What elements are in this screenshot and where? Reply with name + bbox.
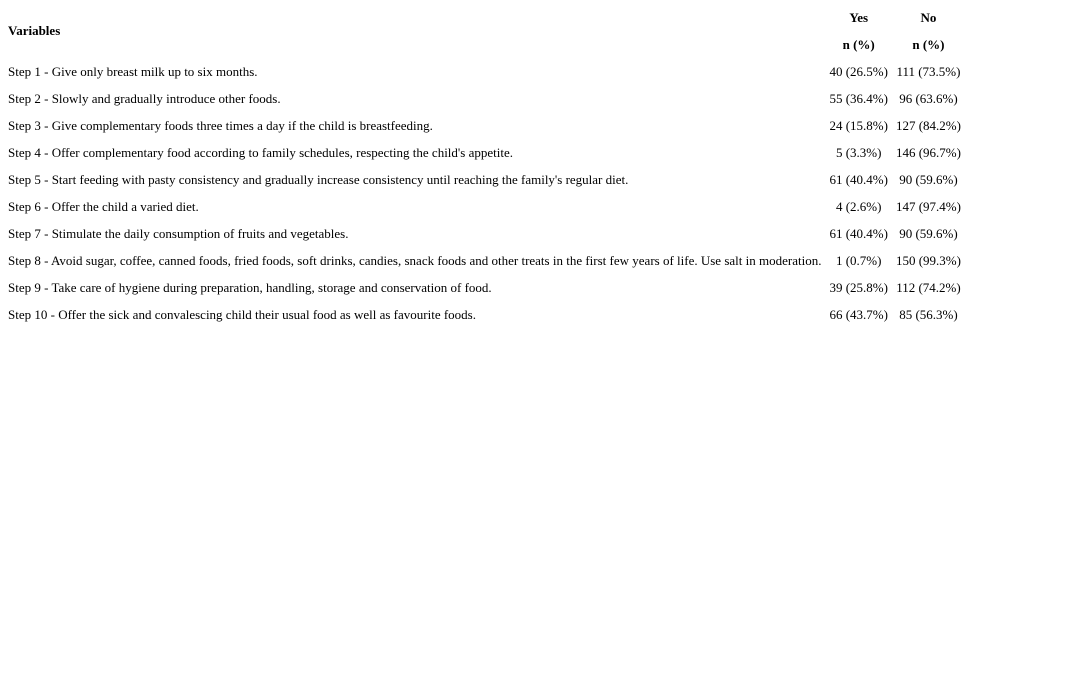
step-label: Step 2 - Slowly and gradually introduce other foods.: [8, 90, 281, 106]
no-value: 96 (63.6%): [899, 90, 958, 106]
yes-value: 24 (15.8%): [829, 117, 888, 133]
yes-value: 39 (25.8%): [829, 279, 888, 295]
no-value: 146 (96.7%): [895, 144, 961, 160]
table-row: [4, 247, 965, 274]
step-label: Step 9 - Take care of hygiene during preparation, handling, storage and conservation of food.: [8, 279, 492, 295]
no-value: 147 (97.4%): [895, 198, 961, 214]
yes-value: 61 (40.4%): [829, 225, 888, 241]
no-column-header: No: [920, 9, 937, 25]
yes-value: 40 (26.5%): [829, 63, 888, 79]
no-value: 127 (84.2%): [895, 117, 961, 133]
yes-value: 1 (0.7%): [835, 252, 882, 268]
table-row: [4, 274, 965, 301]
step-label: Step 3 - Give complementary foods three times a day if the child is breastfeeding.: [8, 117, 433, 133]
table-row: [4, 220, 965, 247]
step-label: Step 1 - Give only breast milk up to six months.: [8, 63, 258, 79]
table-header: [4, 4, 965, 58]
step-label: Step 6 - Offer the child a varied diet.: [8, 198, 199, 214]
table-row: [4, 112, 965, 139]
step-label: Step 8 - Avoid sugar, coffee, canned foods, fried foods, soft drinks, candies, snack foods and other treats in the first few years of life. Use salt in moderation.: [8, 252, 822, 268]
step-label: Step 4 - Offer complementary food according to family schedules, respecting the child's appetite.: [8, 144, 513, 160]
yes-value: 61 (40.4%): [829, 171, 888, 187]
yes-value: 55 (36.4%): [829, 90, 888, 106]
yes-column-header: Yes: [849, 9, 869, 25]
table-row: [4, 85, 965, 112]
yes-unit-header: n (%): [842, 36, 875, 52]
step-label: Step 10 - Offer the sick and convalescing child their usual food as well as favourite foods.: [8, 306, 476, 322]
step-label: Step 5 - Start feeding with pasty consistency and gradually increase consistency until reaching the family's regular diet.: [8, 171, 629, 187]
variables-column-header: Variables: [8, 23, 61, 38]
no-value: 111 (73.5%): [896, 63, 961, 79]
header-row: [4, 4, 965, 31]
no-value: 150 (99.3%): [895, 252, 961, 268]
no-value: 90 (59.6%): [899, 225, 958, 241]
table-body: [4, 58, 965, 328]
step-label: Step 7 - Stimulate the daily consumption of fruits and vegetables.: [8, 225, 349, 241]
table-row: [4, 193, 965, 220]
table-row: [4, 166, 965, 193]
no-value: 90 (59.6%): [899, 171, 958, 187]
table-row: [4, 139, 965, 166]
yes-value: 66 (43.7%): [829, 306, 888, 322]
no-unit-header: n (%): [912, 36, 945, 52]
table-row: [4, 58, 965, 85]
table-row: [4, 301, 965, 328]
yes-value: 5 (3.3%): [835, 144, 882, 160]
yes-value: 4 (2.6%): [835, 198, 882, 214]
no-value: 85 (56.3%): [899, 306, 958, 322]
no-value: 112 (74.2%): [896, 279, 961, 295]
data-table: [4, 4, 965, 328]
